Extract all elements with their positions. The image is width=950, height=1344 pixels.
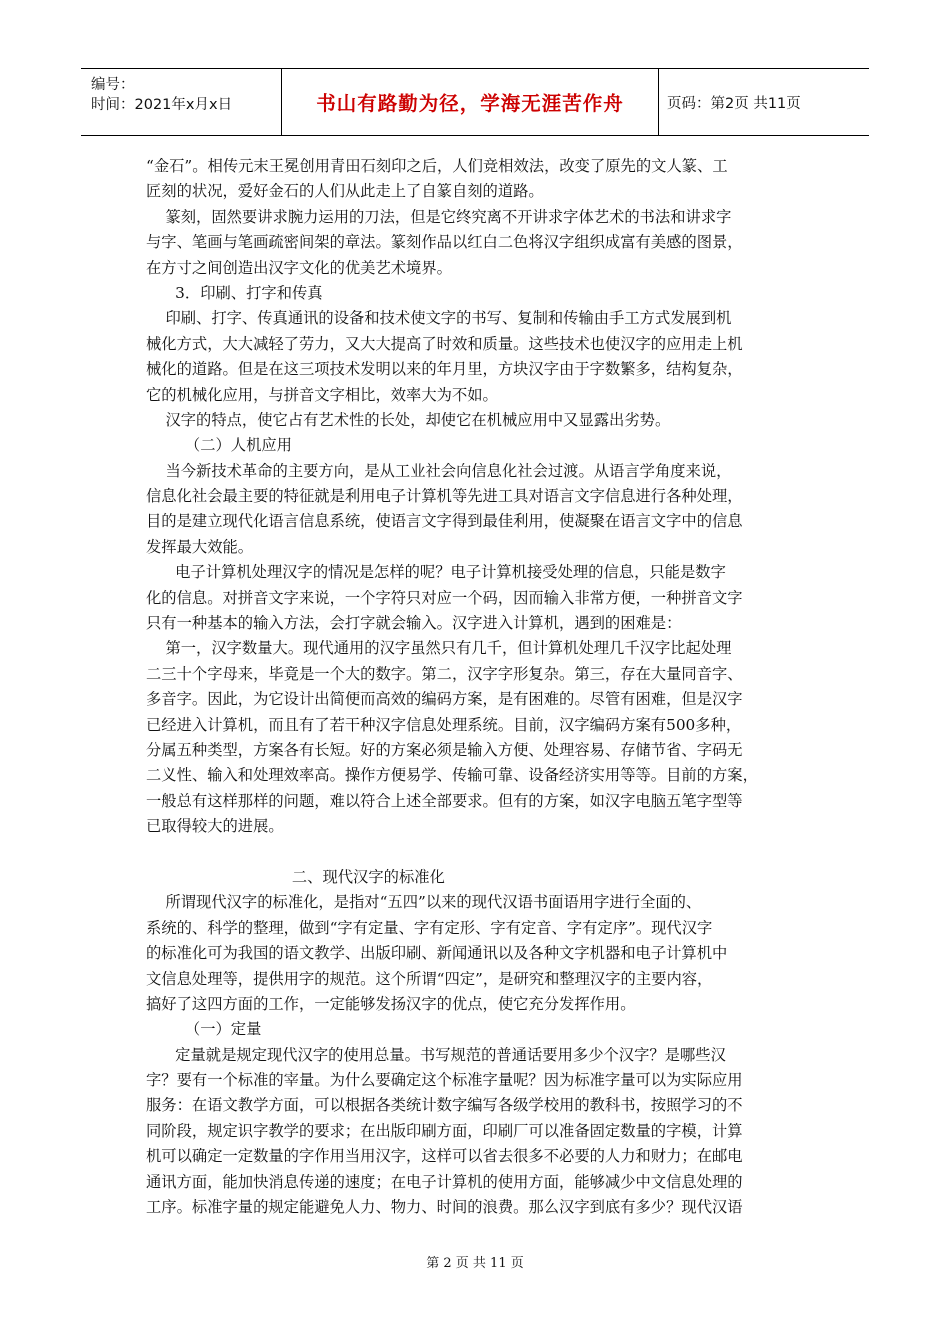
text-line: 发挥最大效能。 [146, 537, 254, 556]
text-line: 多音字。因此，为它设计出简便而高效的编码方案，是有困难的。尽管有困难，但是汉字 [146, 690, 743, 709]
text-line: 第一，汉字数量大。现代通用的汉字虽然只有几千，但计算机处理几千汉字比起处理 [146, 639, 732, 658]
text-line: 信息化社会最主要的特征就是利用电子计算机等先进工具对语言文字信息进行各种处理， [146, 487, 743, 506]
header-meta [81, 69, 282, 135]
text-line: 所谓现代汉字的标准化，是指对“五四”以来的现代汉语书面语用字进行全面的、 [146, 893, 702, 912]
text-line: 只有一种基本的输入方法，会打字就会输入。汉字进入计算机，遇到的困难是： [146, 614, 682, 633]
text-line: 一般总有这样那样的问题，难以符合上述全部要求。但有的方案，如汉字电脑五笔字型等 [146, 791, 743, 810]
text-line: 化的信息。对拼音文字来说，一个字符只对应一个码，因而输入非常方便，一种拼音文字 [146, 588, 743, 607]
text-line: 当今新技术革命的主要方向，是从工业社会向信息化社会过渡。从语言学角度来说， [146, 461, 732, 480]
text-line: 已经进入计算机，而且有了若干种汉字信息处理系统。目前，汉字编码方案有500多种， [146, 715, 742, 734]
text-line: 的标准化可为我国的语文教学、出版印刷、新闻通讯以及各种文字机器和电子计算机中 [146, 944, 728, 963]
text-line: 目的是建立现代化语言信息系统，使语言文字得到最佳利用，使凝聚在语言文字中的信息 [146, 512, 743, 531]
text-line: 通讯方面，能加快消息传递的速度；在电子计算机的使用方面，能够减少中文信息处理的 [146, 1172, 743, 1191]
doc-date-label: 时间：2021年x月x日 [91, 97, 233, 113]
document-body [146, 154, 804, 1220]
page-footer: 第 2 页 共 11 页 [426, 1256, 524, 1271]
text-line: 搞好了这四方面的工作，一定能够发扬汉字的优点，使它充分发挥作用。 [146, 994, 636, 1013]
text-line: 同阶段，规定识字教学的要求；在出版印刷方面，印刷厂可以准备固定数量的字模，计算 [146, 1121, 743, 1140]
doc-code-label: 编号： [91, 77, 135, 93]
text-line: 在方寸之间创造出汉字文化的优美艺术境界。 [146, 258, 452, 277]
text-line: 匠刻的状况，爱好金石的人们从此走上了自篆自刻的道路。 [146, 182, 544, 201]
text-line: 服务：在语文教学方面，可以根据各类统计数字编写各级学校用的教科书，按照学习的不 [146, 1096, 743, 1115]
text-line: 定量就是规定现代汉字的使用总量。书写规范的普通话要用多少个汉字？是哪些汉 [146, 1045, 726, 1064]
text-line: 文信息处理等，提供用字的规范。这个所谓“四定”，是研究和整理汉字的主要内容， [146, 969, 713, 988]
text-line: 系统的、科学的整理，做到“字有定量、字有定形、字有定音、字有定序”。现代汉字 [146, 918, 713, 937]
text-line: 篆刻，固然要讲求腕力运用的刀法，但是它终究离不开讲求字体艺术的书法和讲求字 [146, 207, 732, 226]
page-header [81, 68, 869, 136]
text-line: 机可以确定一定数量的字作用当用汉字，这样可以省去很多不必要的人力和财力；在邮电 [146, 1147, 743, 1166]
text-line: 二义性、输入和处理效率高。操作方便易学、传输可靠、设备经济实用等等。目前的方案， [146, 766, 758, 785]
header-page-info: 页码：第2页 共11页 [667, 95, 801, 112]
text-line: 工序。标准字量的规定能避免人力、物力、时间的浪费。那么汉字到底有多少？现代汉语 [146, 1198, 743, 1217]
text-line: 电子计算机处理汉字的情况是怎样的呢？电子计算机接受处理的信息，只能是数字 [146, 563, 726, 582]
text-line: 它的机械化应用，与拼音文字相比，效率大为不如。 [146, 385, 498, 404]
text-line: 3．印刷、打字和传真 [146, 283, 323, 302]
text-line: 印刷、打字、传真通讯的设备和技术使文字的书写、复制和传输由手工方式发展到机 [146, 309, 732, 328]
text-line: （一）定量 [146, 1020, 262, 1039]
text-line [146, 840, 804, 865]
text-line: 二三十个字母来，毕竟是一个大的数字。第二，汉字字形复杂。第三，存在大量同音字、 [146, 664, 743, 683]
text-line: 械化的道路。但是在这三项技术发明以来的年月里，方块汉字由于字数繁多，结构复杂， [146, 360, 743, 379]
text-line: （二）人机应用 [146, 436, 292, 455]
text-line: 汉字的特点，使它占有艺术性的长处，却使它在机械应用中又显露出劣势。 [146, 410, 671, 429]
text-line: 分属五种类型，方案各有长短。好的方案必须是输入方便、处理容易、存储节省、字码无 [146, 740, 743, 759]
text-line: 已取得较大的进展。 [146, 817, 284, 836]
text-line: 与字、笔画与笔画疏密间架的章法。篆刻作品以红白二色将汉字组织成富有美感的图景， [146, 233, 743, 252]
text-line: 械化方式，大大减轻了劳力，又大大提高了时效和质量。这些技术也使汉字的应用走上机 [146, 334, 743, 353]
header-motto-cell [282, 69, 659, 135]
text-line: 字？要有一个标准的宰量。为什么要确定这个标准字量呢？因为标准字量可以为实际应用 [146, 1071, 743, 1090]
header-motto: 书山有路勤为径，学海无涯苦作舟 [316, 92, 624, 115]
header-page-cell [659, 69, 869, 135]
text-line: 二、现代汉字的标准化 [146, 867, 445, 886]
text-line: “金石”。相传元末王冕创用青田石刻印之后，人们竞相效法，改变了原先的文人篆、工 [146, 157, 728, 175]
